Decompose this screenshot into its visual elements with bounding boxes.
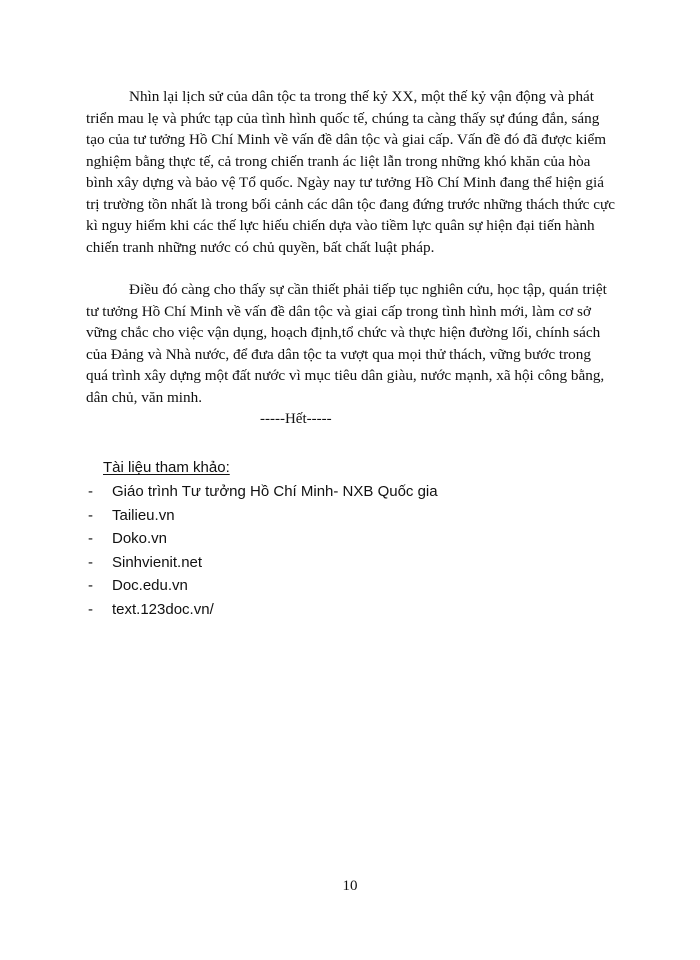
reference-text: Sinhvienit.net: [112, 553, 203, 571]
reference-text: Tailieu.vn: [112, 506, 175, 524]
reference-bullet: -: [88, 483, 93, 500]
reference-bullet: -: [88, 577, 93, 594]
reference-bullet: -: [88, 530, 93, 547]
reference-item: [88, 574, 588, 598]
reference-text: text.123doc.vn/: [112, 600, 214, 618]
body-text: [86, 86, 616, 429]
reference-text: Giáo trình Tư tưởng Hồ Chí Minh- NXB Quốc gia: [112, 483, 438, 500]
reference-bullet: -: [88, 600, 93, 618]
reference-text: Doc.edu.vn: [112, 577, 188, 594]
reference-bullet: -: [88, 506, 93, 524]
reference-text: Doko.vn: [112, 530, 168, 547]
page-number: 10: [342, 878, 358, 894]
paragraph-history: Nhìn lại lịch sử của dân tộc ta trong thế kỷ XX, một thế kỷ vận động và phát triển mau lẹ và phức tạp của tình hình quốc tế, chúng ta càng thấy sự đúng đắn, sáng tạo của tư tưởng Hồ Chí Minh về vấn đề dân tộc và giai cấp. Vấn đề đó đã được kiểm nghiệm bằng thực tế, cả trong chiến tranh ác liệt lẫn trong những khó khăn của hòa bình xây dựng và bảo vệ Tổ quốc. Ngày nay tư tưởng Hồ Chí Minh đang thể hiện giá trị trường tồn nhất là trong bối cảnh các dân tộc đang đứng trước những thách thức cực kì nguy hiểm khi các thế lực hiếu chiến dựa vào tiềm lực quân sự hiện đại tiến hành chiến tranh những nước có chủ quyền, bất chất luật pháp.: [86, 88, 615, 256]
references-list: [88, 480, 588, 621]
reference-item: [88, 527, 588, 551]
paragraph-conclusion: Điều đó càng cho thấy sự cần thiết phải tiếp tục nghiên cứu, học tập, quán triệt tư tưởng Hồ Chí Minh về vấn đề dân tộc và giai cấp trong tình hình mới, làm cơ sở vững chắc cho việc vận dụng, hoạch định,tổ chức và thực hiện đường lối, chính sách của Đảng và Nhà nước, để đưa dân tộc ta vượt qua mọi thử thách, vững bước trong quá trình xây dựng một đất nước vì mục tiêu dân giàu, nước mạnh, xã hội công bằng, dân chủ, văn minh.: [86, 281, 607, 406]
reference-item: [88, 504, 588, 528]
end-mark: -----Hết-----: [260, 411, 332, 427]
reference-bullet: -: [88, 553, 93, 571]
references-title: Tài liệu tham khảo:: [103, 459, 230, 476]
reference-item: [88, 480, 588, 504]
reference-item: [88, 598, 588, 622]
references-section: [88, 458, 588, 621]
reference-item: [88, 551, 588, 575]
